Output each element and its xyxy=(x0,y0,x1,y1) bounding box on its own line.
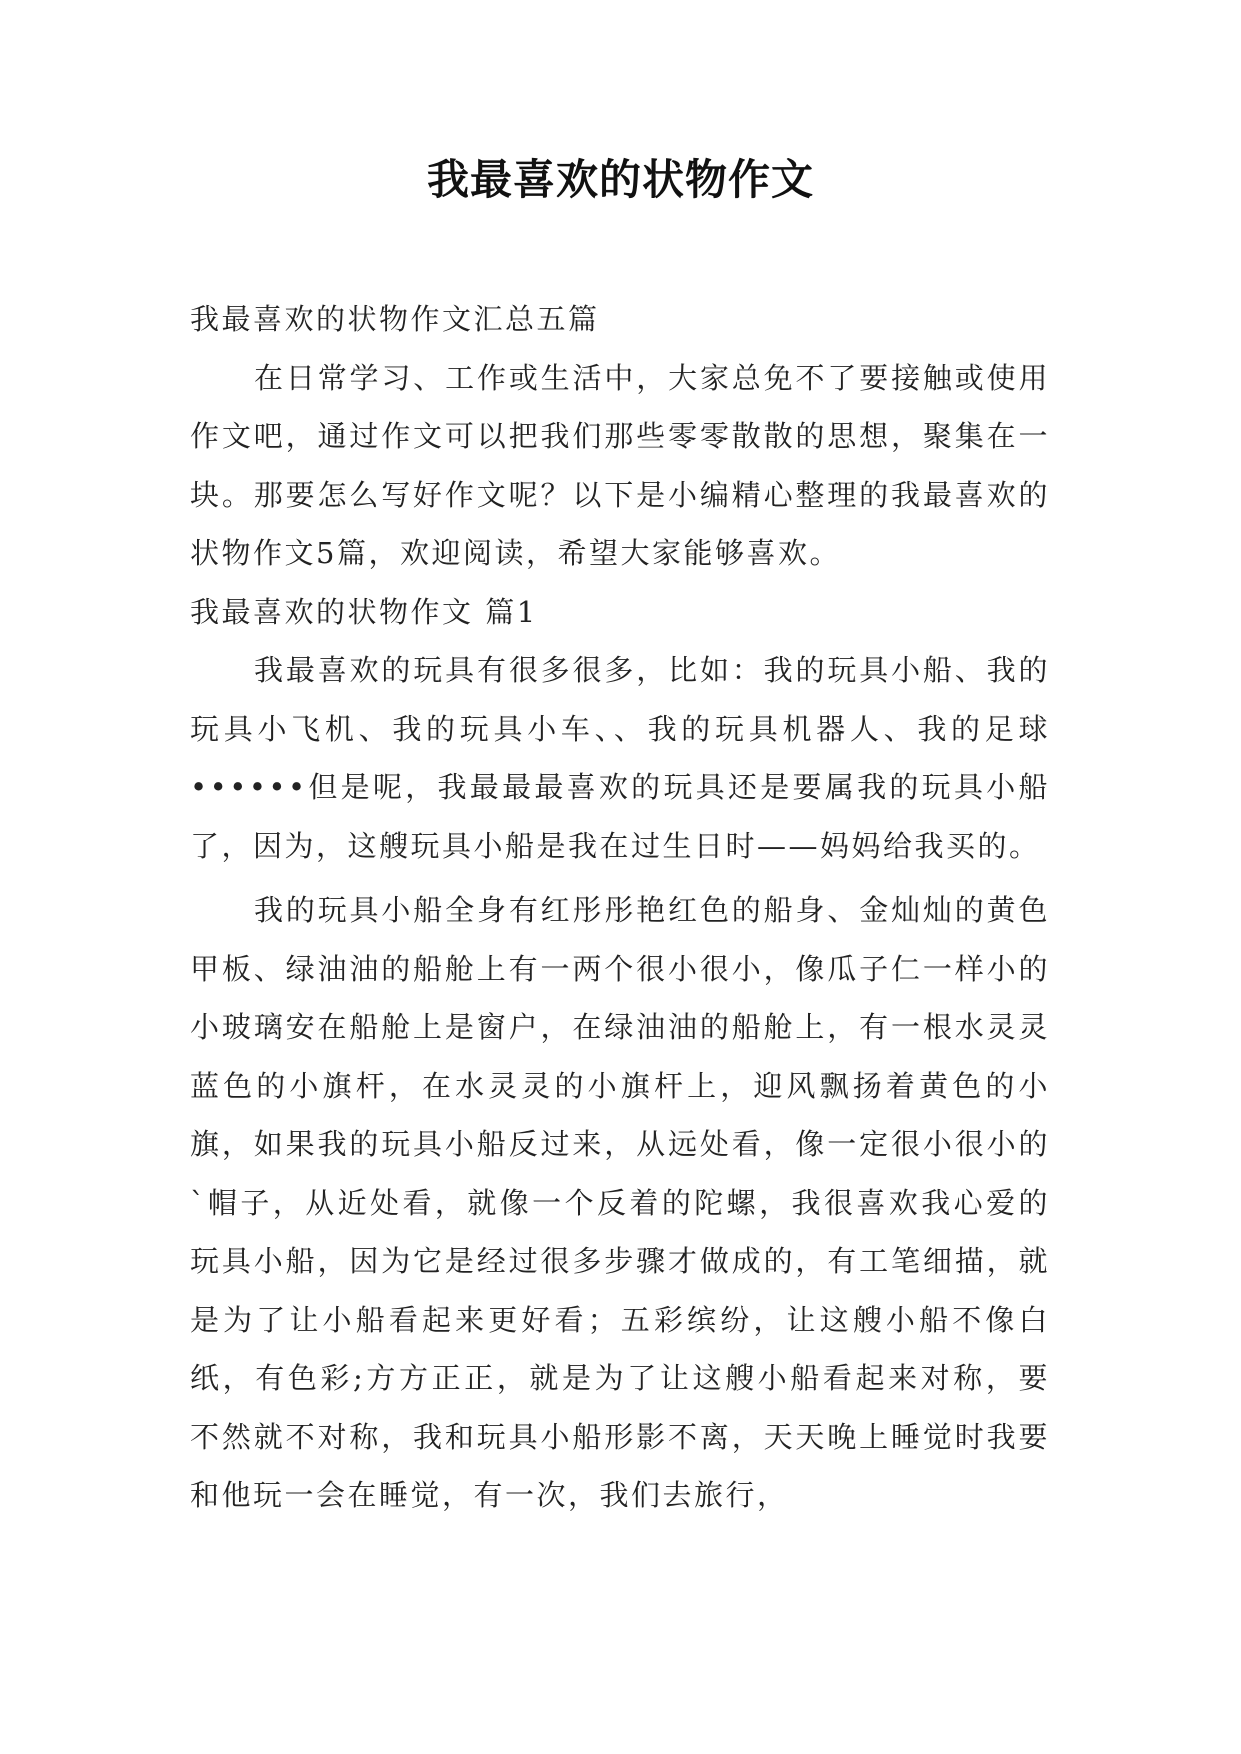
intro-paragraph: 在日常学习、工作或生活中，大家总免不了要接触或使用作文吧，通过作文可以把我们那些零零散散的思想，聚集在一块。那要怎么写好作文呢？以下是小编精心整理的我最喜欢的状物作文5篇，欢迎阅读，希望大家能够喜欢。 xyxy=(190,360,1050,570)
document-title: 我最喜欢的状物作文 xyxy=(426,155,814,204)
section-heading: 我最喜欢的状物作文 篇1 xyxy=(190,594,538,629)
body-paragraph-1: 我最喜欢的玩具有很多很多，比如：我的玩具小船、我的玩具小飞机、我的玩具小车、、我的玩具机器人、我的足球••••••但是呢，我最最最喜欢的玩具还是要属我的玩具小船了，因为，这艘玩具小船是我在过生日时——妈妈给我买的。 xyxy=(190,653,1050,863)
document-body xyxy=(190,290,1050,1525)
body-paragraph-2: 我的玩具小船全身有红彤彤艳红色的船身、金灿灿的黄色甲板、绿油油的船舱上有一两个很小很小，像瓜子仁一样小的小玻璃安在船舱上是窗户，在绿油油的船舱上，有一根水灵灵蓝色的小旗杆，在水灵灵的小旗杆上，迎风飘扬着黄色的小旗，如果我的玩具小船反过来，从远处看，像一定很小很小的`帽子，从近处看，就像一个反着的陀螺，我很喜欢我心爱的玩具小船，因为它是经过很多步骤才做成的，有工笔细描，就是为了让小船看起来更好看；五彩缤纷，让这艘小船不像白纸，有色彩;方方正正，就是为了让这艘小船看起来对称，要不然就不对称，我和玩具小船形影不离，天天晚上睡觉时我要和他玩一会在睡觉，有一次，我们去旅行， xyxy=(190,893,1050,1512)
document-subtitle: 我最喜欢的状物作文汇总五篇 xyxy=(190,302,600,336)
